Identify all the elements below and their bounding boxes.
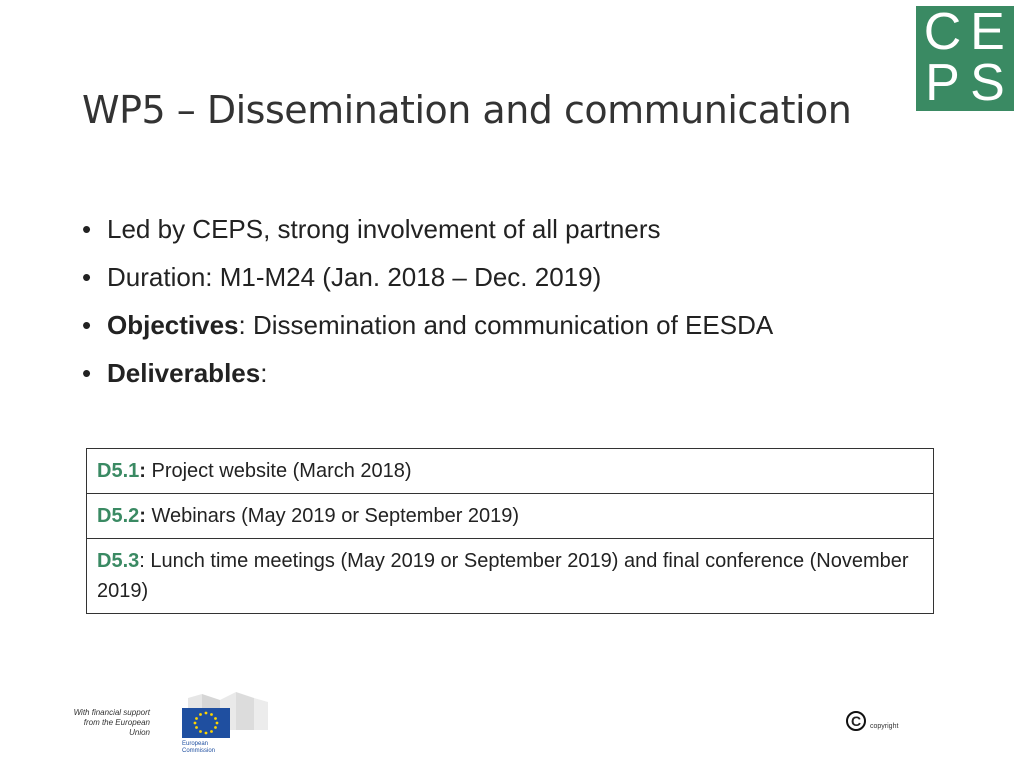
deliverable-text: Project website (March 2018) <box>145 460 412 482</box>
copyright-label: copyright <box>870 722 899 730</box>
deliverable-text: Lunch time meetings (May 2019 or September 2019) and final conference (November 2019) <box>97 550 909 602</box>
table-cell <box>87 449 934 494</box>
bullet-text: Duration: M1-M24 (Jan. 2018 – Dec. 2019) <box>107 262 602 292</box>
bullet-item <box>82 205 773 253</box>
slide-title: WP5 – Dissemination and communication <box>82 88 852 132</box>
support-line: from the European Union <box>83 718 150 737</box>
deliverable-code: D5.3 <box>97 550 140 572</box>
bullet-item <box>82 301 773 349</box>
bullet-item <box>82 349 773 397</box>
bullet-list <box>82 205 773 397</box>
financial-support-text <box>62 708 150 738</box>
logo-letter: S <box>970 53 1005 112</box>
logo-letter: E <box>970 3 1005 61</box>
bullet-bold: Deliverables <box>107 358 261 388</box>
bullet-text: Led by CEPS, strong involvement of all partners <box>107 214 661 244</box>
copyright-mark <box>846 711 898 731</box>
bullet-text: : Dissemination and communication of EESDA <box>238 310 774 340</box>
table-row <box>87 539 934 614</box>
european-commission-logo <box>158 690 270 754</box>
deliverable-code: D5.2 <box>97 505 140 527</box>
deliverables-table <box>86 448 934 614</box>
ec-name-line1: European <box>182 741 209 747</box>
ceps-logo <box>916 3 1014 112</box>
table-row <box>87 449 934 494</box>
table-cell <box>87 539 934 614</box>
table-row <box>87 494 934 539</box>
bullet-item <box>82 253 773 301</box>
deliverable-sep: : <box>139 505 146 527</box>
bullet-bold: Objectives <box>107 310 239 340</box>
bullet-text: : <box>260 358 268 388</box>
copyright-icon: C <box>846 711 866 731</box>
deliverable-sep: : <box>139 460 146 482</box>
deliverable-sep: : <box>139 550 145 572</box>
support-line: With financial support <box>73 708 150 717</box>
table-cell <box>87 494 934 539</box>
ec-name-line2: Commission <box>182 748 216 754</box>
logo-letter: C <box>923 3 962 61</box>
deliverable-text: Webinars (May 2019 or September 2019) <box>145 505 520 527</box>
deliverable-code: D5.1 <box>97 460 140 482</box>
logo-letter: P <box>925 53 960 112</box>
